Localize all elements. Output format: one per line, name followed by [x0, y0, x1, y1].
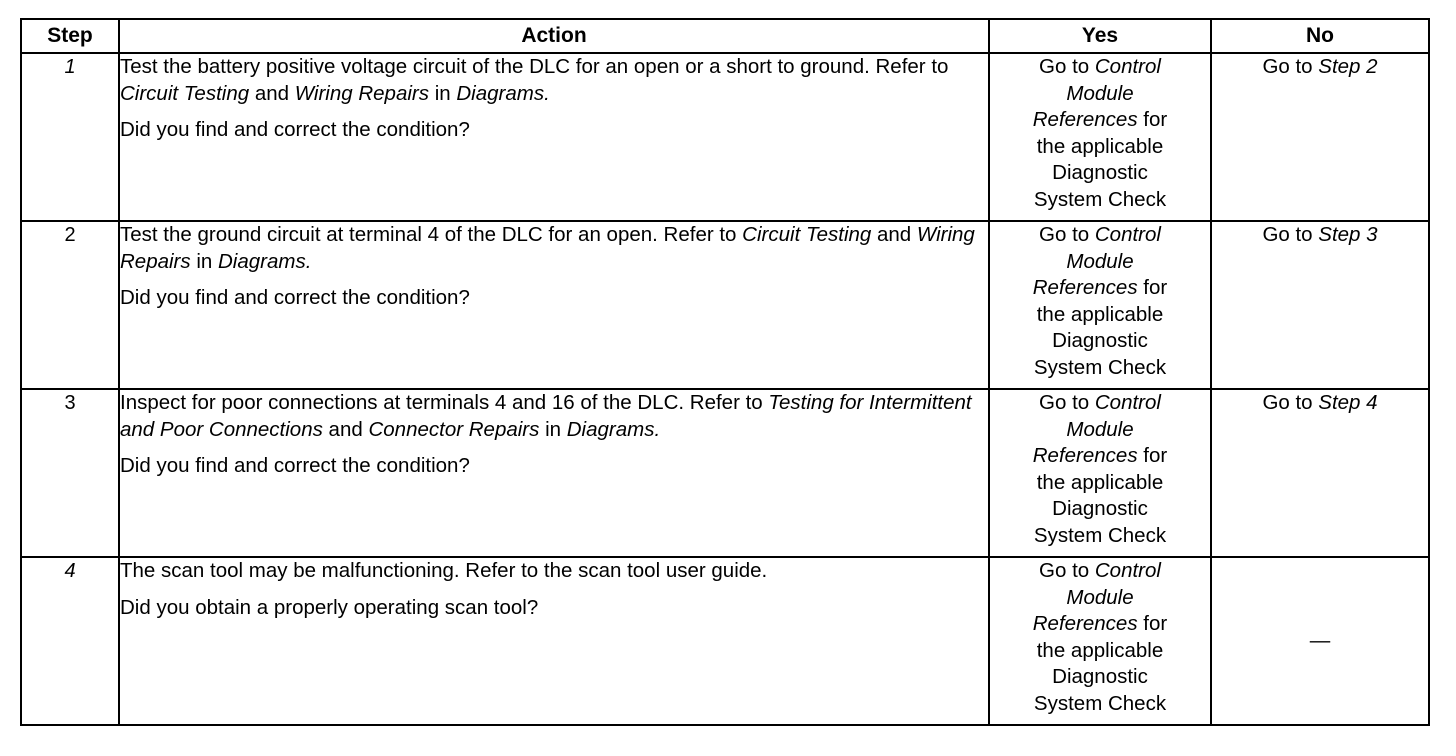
action-question: Did you find and correct the condition? — [120, 118, 470, 142]
action-cell — [119, 389, 989, 557]
yes-cell: Go to Control Module References for the applicable Diagnostic System Check — [989, 557, 1211, 725]
action-instruction: Inspect for poor connections at terminals 4 and 16 of the DLC. Refer to Testing for Intermittent and Poor Connections and Connector Repairs in Diagrams. — [120, 391, 972, 441]
action-instruction: Test the ground circuit at terminal 4 of the DLC for an open. Refer to Circuit Testing and Wiring Repairs in Diagrams. — [120, 223, 975, 273]
no-cell: Go to Step 3 — [1211, 221, 1429, 389]
table-row — [21, 221, 1429, 389]
step-number: 3 — [21, 389, 119, 557]
step-number: 2 — [21, 221, 119, 389]
yes-cell: Go to Control Module References for the applicable Diagnostic System Check — [989, 389, 1211, 557]
header-step: Step — [21, 19, 119, 53]
header-no: No — [1211, 19, 1429, 53]
table-row — [21, 53, 1429, 221]
action-cell — [119, 221, 989, 389]
yes-cell: Go to Control Module References for the applicable Diagnostic System Check — [989, 53, 1211, 221]
step-number: 4 — [21, 557, 119, 725]
action-cell — [119, 557, 989, 725]
action-instruction: The scan tool may be malfunctioning. Refer to the scan tool user guide. — [120, 559, 768, 582]
action-cell — [119, 53, 989, 221]
action-instruction: Test the battery positive voltage circuit of the DLC for an open or a short to ground. Refer to Circuit Testing and Wiring Repairs in Diagrams. — [120, 55, 949, 105]
yes-cell: Go to Control Module References for the applicable Diagnostic System Check — [989, 221, 1211, 389]
no-cell: — — [1211, 557, 1429, 725]
table-row — [21, 557, 1429, 725]
step-number: 1 — [21, 53, 119, 221]
table-row — [21, 389, 1429, 557]
header-yes: Yes — [989, 19, 1211, 53]
action-question: Did you find and correct the condition? — [120, 286, 470, 310]
header-action: Action — [119, 19, 989, 53]
diagnostic-table — [20, 18, 1430, 726]
action-question: Did you obtain a properly operating scan tool? — [120, 595, 539, 619]
no-cell: Go to Step 2 — [1211, 53, 1429, 221]
no-cell: Go to Step 4 — [1211, 389, 1429, 557]
header-row — [21, 19, 1429, 53]
action-question: Did you find and correct the condition? — [120, 454, 470, 478]
